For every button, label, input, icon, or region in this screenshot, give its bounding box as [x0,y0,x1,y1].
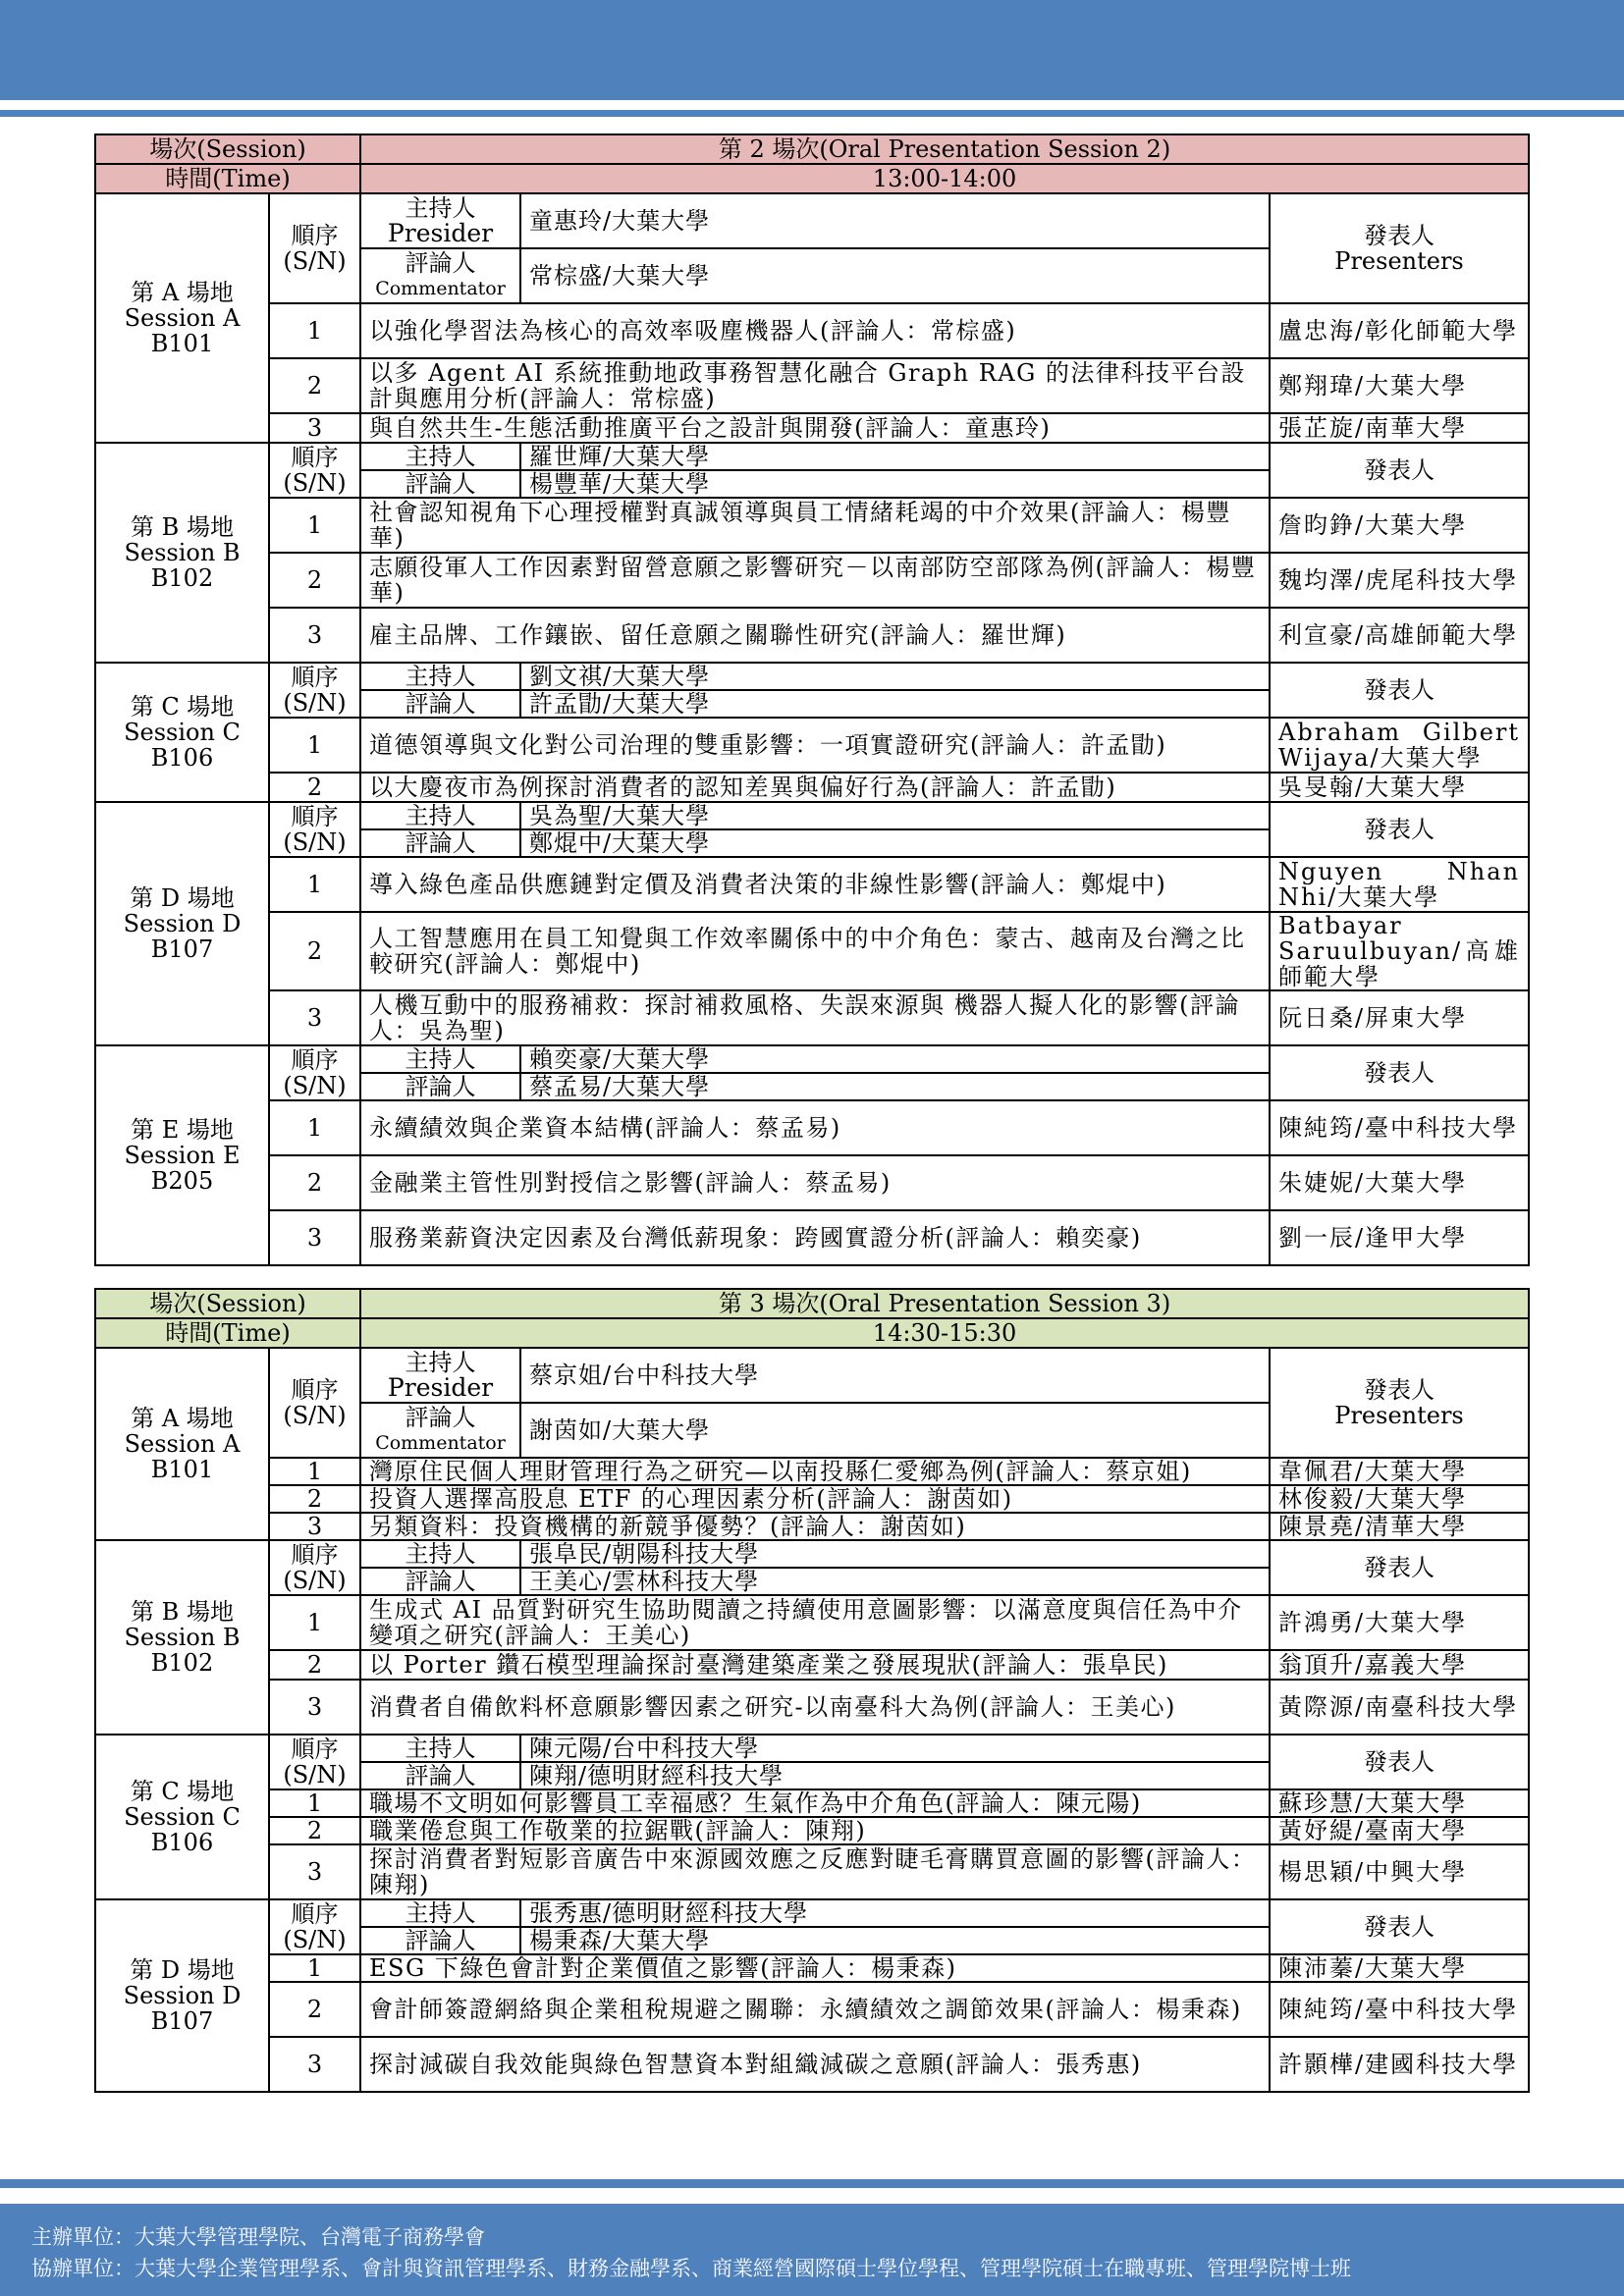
paper-title: 以強化學習法為核心的高效率吸塵機器人(評論人：常棕盛) [360,303,1270,358]
paper-presenter: 張芷旋/南華大學 [1270,413,1529,443]
paper-title: 服務業薪資決定因素及台灣低薪現象：跨國實證分析(評論人：賴奕豪) [360,1210,1270,1265]
presider-label-en: Presider [387,219,494,247]
paper-title: 消費者自備飲料杯意願影響因素之研究-以南臺科大為例(評論人：王美心) [360,1680,1270,1735]
paper-sn: 2 [269,1650,360,1680]
sn-header [269,663,360,718]
presider-name: 蔡京姐/台中科技大學 [520,1348,1270,1403]
commentator-label-zh: 評論人 [405,690,476,718]
commentator-label [360,248,520,303]
paper-title: 以大慶夜市為例探討消費者的認知差異與偏好行為(評論人：許孟勖) [360,773,1270,802]
presider-row [95,663,1529,690]
paper-row [95,1817,1529,1844]
sn-label-en: (S/N) [283,247,347,275]
paper-title: 道德領導與文化對公司治理的雙重影響：一項實證研究(評論人：許孟勖) [360,718,1270,773]
paper-title: 職業倦怠與工作敬業的拉鋸戰(評論人：陳翔) [360,1817,1270,1844]
paper-sn: 3 [269,1844,360,1899]
sn-header [269,802,360,857]
venue-cell [95,193,269,443]
paper-title: 金融業主管性別對授信之影響(評論人：蔡孟易) [360,1155,1270,1210]
paper-title: 人工智慧應用在員工知覺與工作效率關係中的中介角色：蒙古、越南及台灣之比較研究(評論人：鄭焜中) [360,912,1270,990]
commentator-name: 許孟勖/大葉大學 [520,690,1270,718]
session-label: 場次(Session) [95,134,360,164]
venue-cell [95,802,269,1045]
presenters-header [1270,1045,1529,1100]
co-organizer-text: 協辦單位：大葉大學企業管理學系、會計與資訊管理學系、財務金融學系、商業經營國際碩士學位學程、管理學院碩士在職專班、管理學院博士班 [31,2257,1351,2280]
presenters-label-en: Presenters [1334,247,1464,275]
paper-sn: 3 [269,608,360,663]
presider-label-zh: 主持人 [405,663,476,690]
venue-session: Session D [123,1982,242,2009]
time-label: 時間(Time) [95,1318,360,1348]
sn-label: 順序 [291,222,339,249]
presider-label-zh: 主持人 [405,1899,476,1927]
paper-presenter: 林俊毅/大葉大學 [1270,1485,1529,1513]
presider-label [360,1899,520,1927]
sn-label-en: (S/N) [283,1926,347,1953]
commentator-name: 常棕盛/大葉大學 [520,248,1270,303]
presider-label-zh: 主持人 [405,443,476,470]
venue-room: B102 [150,1649,214,1677]
paper-row [95,912,1529,990]
paper-presenter: 韋佩君/大葉大學 [1270,1458,1529,1485]
paper-presenter: 鄭翔瑋/大葉大學 [1270,358,1529,413]
session-title: 第 3 場次(Oral Presentation Session 3) [360,1289,1529,1318]
venue-room: B106 [150,744,214,772]
paper-row [95,718,1529,773]
sn-header [269,1899,360,1954]
paper-presenter: Abraham Gilbert Wijaya/大葉大學 [1270,718,1529,773]
venue-session: Session D [123,910,242,937]
paper-presenter: 黃妤緹/臺南大學 [1270,1817,1529,1844]
paper-presenter: 阮日桑/屏東大學 [1270,990,1529,1045]
venue-room: B101 [150,330,214,357]
paper-row [95,773,1529,802]
presenters-label-en: Presenters [1334,1402,1464,1429]
venue-room: B107 [150,2007,214,2035]
paper-sn: 2 [269,1817,360,1844]
venue-name: 第 B 場地 [131,1598,234,1626]
presider-row [95,1735,1529,1762]
venue-session: Session E [124,1142,241,1169]
sn-label: 順序 [291,803,339,830]
presider-name: 張阜民/朝陽科技大學 [520,1540,1270,1568]
commentator-label [360,829,520,857]
presider-row [95,193,1529,248]
paper-sn: 1 [269,1595,360,1650]
sn-label: 順序 [291,1900,339,1928]
commentator-name: 王美心/雲林科技大學 [520,1568,1270,1595]
commentator-name: 蔡孟易/大葉大學 [520,1073,1270,1100]
paper-presenter: Nguyen Nhan Nhi/大葉大學 [1270,857,1529,912]
paper-row [95,303,1529,358]
venue-name: 第 C 場地 [130,693,235,721]
paper-row [95,1844,1529,1899]
sn-header [269,1540,360,1595]
paper-row [95,990,1529,1045]
paper-title: 永續績效與企業資本結構(評論人：蔡孟易) [360,1100,1270,1155]
presider-row [95,1899,1529,1927]
presider-label-zh: 主持人 [405,1540,476,1568]
time-label: 時間(Time) [95,164,360,193]
paper-sn: 3 [269,413,360,443]
paper-title: 以 Porter 鑽石模型理論探討臺灣建築產業之發展現狀(評論人：張阜民) [360,1650,1270,1680]
paper-presenter: 楊思穎/中興大學 [1270,1844,1529,1899]
paper-sn: 3 [269,990,360,1045]
paper-title: ESG 下綠色會計對企業價值之影響(評論人：楊秉森) [360,1954,1270,1982]
venue-cell [95,443,269,663]
paper-sn: 1 [269,718,360,773]
presider-label-zh: 主持人 [405,802,476,829]
venue-session: Session A [124,1430,241,1458]
paper-sn: 1 [269,857,360,912]
paper-presenter: 朱婕妮/大葉大學 [1270,1155,1529,1210]
venue-room: B205 [150,1167,214,1195]
sn-header [269,1045,360,1100]
paper-title: 投資人選擇高股息 ETF 的心理因素分析(評論人：謝茵如) [360,1485,1270,1513]
presider-name: 童惠玲/大葉大學 [520,193,1270,248]
presider-row [95,443,1529,470]
paper-row [95,1650,1529,1680]
venue-name: 第 A 場地 [131,279,234,306]
paper-row [95,857,1529,912]
paper-presenter: 陳景堯/清華大學 [1270,1513,1529,1540]
paper-sn: 2 [269,912,360,990]
presenters-label: 發表人 [1364,816,1435,843]
venue-session: Session C [124,719,241,746]
paper-sn: 2 [269,1982,360,2037]
paper-sn: 2 [269,1485,360,1513]
presider-label [360,1348,520,1403]
commentator-label [360,1762,520,1789]
venue-cell [95,1348,269,1540]
paper-row [95,2037,1529,2092]
paper-title: 與自然共生-生態活動推廣平台之設計與開發(評論人：童惠玲) [360,413,1270,443]
sn-label: 順序 [291,1046,339,1074]
presenters-label: 發表人 [1364,1059,1435,1087]
venue-room: B107 [150,935,214,963]
commentator-label-zh: 評論人 [405,829,476,857]
commentator-label-zh: 評論人 [405,249,476,277]
presider-row [95,1348,1529,1403]
session-3-table [94,1288,1530,2093]
session-label: 場次(Session) [95,1289,360,1318]
commentator-label-en: Commentator [375,278,506,299]
commentator-label-zh: 評論人 [405,1568,476,1595]
session-2-table [94,133,1530,1266]
sn-label-en: (S/N) [283,1072,347,1099]
sn-header [269,443,360,498]
paper-sn: 2 [269,553,360,608]
commentator-label [360,690,520,718]
paper-title: 雇主品牌、工作鑲嵌、留任意願之關聯性研究(評論人：羅世輝) [360,608,1270,663]
organizer-text: 主辦單位：大葉大學管理學院、台灣電子商務學會 [31,2225,485,2249]
paper-row [95,498,1529,553]
paper-presenter: 劉一辰/逢甲大學 [1270,1210,1529,1265]
paper-row [95,608,1529,663]
paper-sn: 2 [269,358,360,413]
paper-title: 導入綠色產品供應鏈對定價及消費者決策的非線性影響(評論人：鄭焜中) [360,857,1270,912]
commentator-label [360,470,520,498]
commentator-label [360,1568,520,1595]
paper-sn: 1 [269,1954,360,1982]
paper-sn: 3 [269,1513,360,1540]
sn-label-en: (S/N) [283,828,347,856]
paper-row [95,1210,1529,1265]
presider-label [360,1540,520,1568]
venue-room: B101 [150,1456,214,1483]
presenters-header [1270,1348,1529,1458]
presenters-header [1270,1899,1529,1954]
paper-sn: 1 [269,498,360,553]
commentator-name: 鄭焜中/大葉大學 [520,829,1270,857]
paper-row [95,1100,1529,1155]
paper-sn: 3 [269,1210,360,1265]
sn-label-en: (S/N) [283,1402,347,1429]
sn-label: 順序 [291,1376,339,1404]
sn-header [269,1735,360,1789]
paper-title: 探討減碳自我效能與綠色智慧資本對組織減碳之意願(評論人：張秀惠) [360,2037,1270,2092]
paper-sn: 1 [269,303,360,358]
sn-label-en: (S/N) [283,1567,347,1594]
paper-row [95,553,1529,608]
presenters-label: 發表人 [1364,1554,1435,1581]
paper-row [95,1513,1529,1540]
venue-cell [95,1899,269,2092]
presider-label [360,1045,520,1073]
sn-header [269,1348,360,1458]
venue-room: B106 [150,1829,214,1856]
presenters-label: 發表人 [1364,222,1435,249]
venue-name: 第 A 場地 [131,1405,234,1432]
presenters-label: 發表人 [1364,1748,1435,1776]
commentator-name: 楊豐華/大葉大學 [520,470,1270,498]
paper-title: 以多 Agent AI 系統推動地政事務智慧化融合 Graph RAG 的法律科技平台設計與應用分析(評論人：常棕盛) [360,358,1270,413]
commentator-label [360,1403,520,1458]
paper-row [95,413,1529,443]
paper-row [95,1982,1529,2037]
paper-sn: 3 [269,1680,360,1735]
footer-band [0,2204,1624,2296]
presenters-header [1270,663,1529,718]
presider-name: 陳元陽/台中科技大學 [520,1735,1270,1762]
venue-name: 第 D 場地 [130,1956,235,1984]
presider-label [360,443,520,470]
paper-title: 會計師簽證網絡與企業租稅規避之關聯：永續績效之調節效果(評論人：楊秉森) [360,1982,1270,2037]
venue-session: Session C [124,1803,241,1831]
sn-label: 順序 [291,1735,339,1763]
presider-row [95,1045,1529,1073]
paper-presenter: 黃際源/南臺科技大學 [1270,1680,1529,1735]
commentator-name: 楊秉森/大葉大學 [520,1927,1270,1954]
paper-row [95,1954,1529,1982]
session-title: 第 2 場次(Oral Presentation Session 2) [360,134,1529,164]
paper-presenter: 魏均澤/虎尾科技大學 [1270,553,1529,608]
venue-cell [95,1045,269,1265]
presenters-header [1270,443,1529,498]
presider-name: 賴奕豪/大葉大學 [520,1045,1270,1073]
presider-label [360,193,520,248]
sn-header [269,193,360,303]
commentator-label-zh: 評論人 [405,1927,476,1954]
paper-title: 職場不文明如何影響員工幸福感？生氣作為中介角色(評論人：陳元陽) [360,1789,1270,1817]
sn-label-en: (S/N) [283,689,347,717]
paper-sn: 2 [269,1155,360,1210]
presenters-label: 發表人 [1364,676,1435,704]
paper-title: 生成式 AI 品質對研究生協助閱讀之持續使用意圖影響：以滿意度與信任為中介變項之研究(評論人：王美心) [360,1595,1270,1650]
paper-title: 灣原住民個人理財管理行為之研究—以南投縣仁愛鄉為例(評論人：蔡京姐) [360,1458,1270,1485]
commentator-label-zh: 評論人 [405,1404,476,1431]
presenters-header [1270,1540,1529,1595]
paper-row [95,1155,1529,1210]
presider-label-zh: 主持人 [405,1045,476,1073]
commentator-name: 謝茵如/大葉大學 [520,1403,1270,1458]
venue-cell [95,1540,269,1735]
session-time: 13:00-14:00 [360,164,1529,193]
venue-room: B102 [150,564,214,592]
sn-label-en: (S/N) [283,469,347,497]
paper-presenter: 許鴻勇/大葉大學 [1270,1595,1529,1650]
paper-presenter: 吳旻翰/大葉大學 [1270,773,1529,802]
venue-session: Session B [124,1624,241,1651]
paper-presenter: 詹昀錚/大葉大學 [1270,498,1529,553]
presenters-label: 發表人 [1364,456,1435,484]
paper-sn: 3 [269,2037,360,2092]
paper-title: 探討消費者對短影音廣告中來源國效應之反應對睫毛膏購買意圖的影響(評論人：陳翔) [360,1844,1270,1899]
paper-row [95,1595,1529,1650]
paper-title: 人機互動中的服務補救：探討補救風格、失誤來源與 機器人擬人化的影響(評論人：吳為聖) [360,990,1270,1045]
footer-rule [0,2179,1624,2188]
paper-title: 志願役軍人工作因素對留營意願之影響研究－以南部防空部隊為例(評論人：楊豐華) [360,553,1270,608]
presider-label-zh: 主持人 [405,1735,476,1762]
commentator-label-en: Commentator [375,1432,506,1454]
paper-presenter: 盧忠海/彰化師範大學 [1270,303,1529,358]
presenters-header [1270,802,1529,857]
presider-name: 吳為聖/大葉大學 [520,802,1270,829]
paper-presenter: 陳純筠/臺中科技大學 [1270,1982,1529,2037]
header-rule [0,110,1624,117]
presider-label-zh: 主持人 [405,194,476,222]
presenters-header [1270,1735,1529,1789]
presenters-header [1270,193,1529,303]
presider-name: 羅世輝/大葉大學 [520,443,1270,470]
paper-presenter: 利宣豪/高雄師範大學 [1270,608,1529,663]
commentator-name: 陳翔/德明財經科技大學 [520,1762,1270,1789]
paper-row [95,358,1529,413]
presider-label [360,663,520,690]
paper-presenter: 許顥樺/建國科技大學 [1270,2037,1529,2092]
venue-cell [95,1735,269,1899]
presenters-label: 發表人 [1364,1913,1435,1941]
commentator-label-zh: 評論人 [405,1073,476,1100]
venue-session: Session A [124,304,241,332]
commentator-label [360,1073,520,1100]
paper-sn: 1 [269,1458,360,1485]
presider-row [95,802,1529,829]
presider-name: 劉文祺/大葉大學 [520,663,1270,690]
venue-cell [95,663,269,802]
paper-presenter: Batbayar Saruulbuyan/高雄師範大學 [1270,912,1529,990]
presider-label-zh: 主持人 [405,1349,476,1376]
paper-row [95,1458,1529,1485]
paper-sn: 1 [269,1100,360,1155]
presider-name: 張秀惠/德明財經科技大學 [520,1899,1270,1927]
paper-title: 社會認知視角下心理授權對真誠領導與員工情緒耗竭的中介效果(評論人：楊豐華) [360,498,1270,553]
presider-label [360,1735,520,1762]
venue-name: 第 E 場地 [131,1116,234,1144]
paper-presenter: 陳純筠/臺中科技大學 [1270,1100,1529,1155]
venue-name: 第 B 場地 [131,513,234,541]
commentator-label [360,1927,520,1954]
commentator-label-zh: 評論人 [405,470,476,498]
venue-name: 第 C 場地 [130,1778,235,1805]
commentator-label-zh: 評論人 [405,1762,476,1789]
sn-label: 順序 [291,664,339,691]
presider-label-en: Presider [387,1373,494,1402]
paper-presenter: 陳沛蓁/大葉大學 [1270,1954,1529,1982]
paper-presenter: 翁頂升/嘉義大學 [1270,1650,1529,1680]
paper-row [95,1789,1529,1817]
paper-presenter: 蘇珍慧/大葉大學 [1270,1789,1529,1817]
sn-label: 順序 [291,444,339,471]
presenters-label: 發表人 [1364,1376,1435,1404]
sn-label: 順序 [291,1541,339,1569]
session-time: 14:30-15:30 [360,1318,1529,1348]
venue-session: Session B [124,539,241,566]
paper-row [95,1485,1529,1513]
paper-row [95,1680,1529,1735]
paper-sn: 2 [269,773,360,802]
presider-row [95,1540,1529,1568]
header-band [0,0,1624,100]
sn-label-en: (S/N) [283,1761,347,1789]
paper-sn: 1 [269,1789,360,1817]
paper-title: 另類資料：投資機構的新競爭優勢？(評論人：謝茵如) [360,1513,1270,1540]
presider-label [360,802,520,829]
venue-name: 第 D 場地 [130,884,235,912]
